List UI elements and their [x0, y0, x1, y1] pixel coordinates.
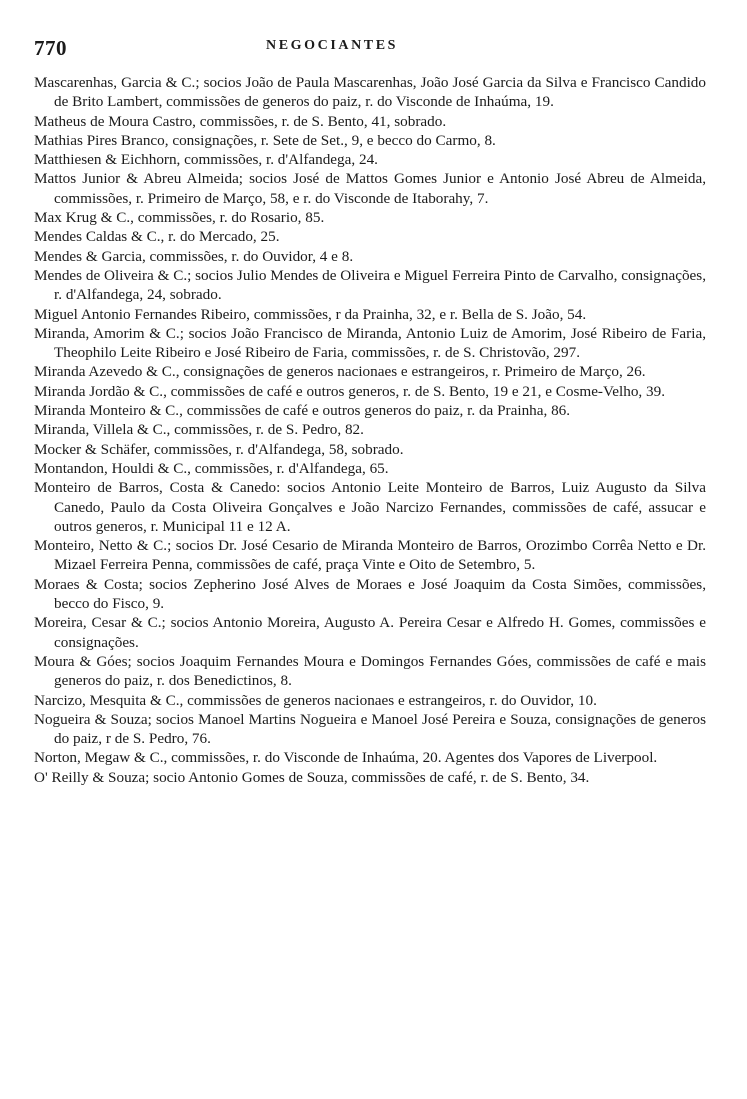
directory-entry: Narcizo, Mesquita & C., commissões de generos nacionaes e estrangeiros, r. do Ouvidor, 10. [34, 691, 597, 709]
directory-entry: Mendes de Oliveira & C.; socios Julio Mendes de Oliveira e Miguel Ferreira Pinto de Carvalho, consignações, r. d'Alfandega, 24, sobrado. [34, 266, 706, 304]
directory-entry: Matthiesen & Eichhorn, commissões, r. d'Alfandega, 24. [34, 151, 378, 169]
directory-entry: Max Krug & C., commissões, r. do Rosario, 85. [34, 209, 325, 227]
directory-entry: Mendes & Garcia, commissões, r. do Ouvidor, 4 e 8. [34, 247, 354, 265]
directory-entry: Nogueira & Souza; socios Manoel Martins Nogueira e Manoel José Pereira e Souza, consignações de generos do paiz, r de S. Pedro, 76. [34, 710, 706, 748]
directory-page [34, 34, 706, 787]
directory-entry: Mascarenhas, Garcia & C.; socios João de Paula Mascarenhas, João José Garcia da Silva e Francisco Candido de Brito Lambert, commissões de generos do paiz, r. do Visconde de Inhaúma, 19. [34, 74, 706, 111]
directory-entry: Moreira, Cesar & C.; socios Antonio Moreira, Augusto A. Pereira Cesar e Alfredo H. Gomes, commissões e consignações. [34, 614, 706, 651]
directory-entry: Miranda Jordão & C., commissões de café e outros generos, r. de S. Bento, 19 e 21, e Cosme-Velho, 39. [34, 382, 665, 400]
directory-entry: Matheus de Moura Castro, commissões, r. de S. Bento, 41, sobrado. [34, 112, 447, 130]
directory-entry: Miranda, Villela & C., commissões, r. de S. Pedro, 82. [34, 421, 364, 439]
directory-entry: Mendes Caldas & C., r. do Mercado, 25. [34, 228, 280, 246]
directory-entry: Miranda Monteiro & C., commissões de café e outros generos do paiz, r. da Prainha, 86. [34, 402, 571, 420]
directory-entry: Monteiro de Barros, Costa & Canedo: socios Antonio Leite Monteiro de Barros, Luiz Augusto da Silva Canedo, Paulo da Costa Oliveira Gonçalves e João Narcizo Fernandes, commissões de café, assucar e outros generos, r. Municipal 11 e 12 A. [34, 479, 706, 535]
directory-entry: Montandon, Houldi & C., commissões, r. d'Alfandega, 65. [34, 459, 389, 477]
directory-entry: Miranda, Amorim & C.; socios João Francisco de Miranda, Antonio Luiz de Amorim, José Ribeiro de Faria, Theophilo Leite Ribeiro e José Ribeiro de Faria, commissões, r. de S. Christovão, 297. [34, 324, 706, 362]
directory-entries [34, 73, 706, 787]
directory-entry: Miguel Antonio Fernandes Ribeiro, commissões, r da Prainha, 32, e r. Bella de S. João, 54. [34, 305, 587, 323]
page-number: 770 [34, 36, 67, 60]
running-title: NEGOCIANTES [266, 38, 399, 53]
directory-entry: Miranda Azevedo & C., consignações de generos nacionaes e estrangeiros, r. Primeiro de Março, 26. [34, 363, 646, 381]
directory-entry: O' Reilly & Souza; socio Antonio Gomes de Souza, commissões de café, r. de S. Bento, 34. [34, 768, 590, 786]
directory-entry: Moura & Góes; socios Joaquim Fernandes Moura e Domingos Fernandes Góes, commissões de café e mais generos do paiz, r. dos Benedictinos, 8. [34, 652, 706, 690]
directory-entry: Norton, Megaw & C., commissões, r. do Visconde de Inhaúma, 20. Agentes dos Vapores de Liverpool. [34, 749, 658, 767]
directory-entry: Monteiro, Netto & C.; socios Dr. José Cesario de Miranda Monteiro de Barros, Orozimbo Corrêa Netto e Dr. Mizael Ferreira Penna, commissões de café, praça Vinte e Oito de Setembro, 5. [34, 537, 706, 574]
directory-entry: Moraes & Costa; socios Zepherino José Alves de Moraes e José Joaquim da Costa Simões, commissões, becco do Fisco, 9. [34, 575, 706, 613]
directory-entry: Mathias Pires Branco, consignações, r. Sete de Set., 9, e becco do Carmo, 8. [34, 131, 496, 149]
page-header [34, 34, 706, 58]
directory-entry: Mocker & Schäfer, commissões, r. d'Alfandega, 58, sobrado. [34, 440, 404, 458]
directory-entry: Mattos Junior & Abreu Almeida; socios José de Mattos Gomes Junior e Antonio José Abreu de Almeida, commissões, r. Primeiro de Março, 58, e r. do Visconde de Itaborahy, 7. [34, 170, 706, 207]
